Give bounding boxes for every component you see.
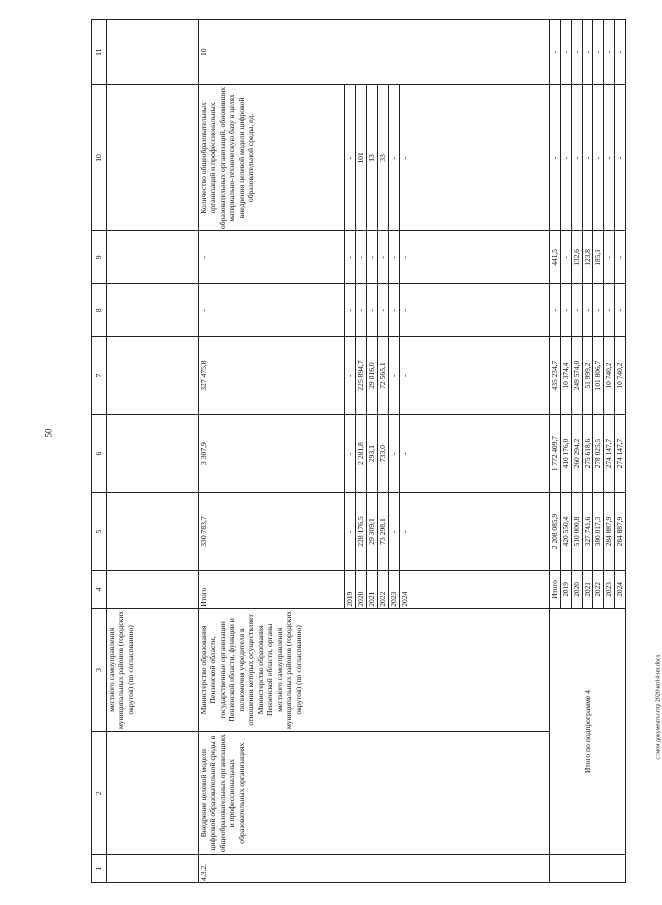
value-cell: 275 618,6 [582,415,593,492]
value-cell: - [345,231,356,284]
value-cell: 123,8 [582,231,593,283]
value-cell: - [389,493,400,571]
value-cell: 228 176,5 [356,493,367,571]
col-num: 2 [92,732,107,855]
value-cell: - [345,337,356,415]
value-cell: - [614,86,625,231]
value-cell: - [592,284,603,336]
value-cell: - [400,284,550,337]
value-cell: - [614,284,625,336]
indicator-target: 10 [199,20,550,86]
year-cell: 2020 [571,571,582,608]
indicator-cell: - [345,85,356,231]
value-cell: 2 208 085,9 [550,513,559,550]
value-cell: 185,1 [592,231,603,283]
value-cell: - [614,231,625,283]
value-cell: - [592,86,603,231]
value-cell: - [389,231,400,284]
col-num: 3 [92,608,107,731]
year-cell: Итого [199,571,345,609]
value-cell: - [367,284,378,337]
value-cell: - [400,415,550,493]
value-cell: - [592,20,603,85]
value-cell: - [550,156,559,160]
value-cell: - [550,308,559,312]
col-num: 8 [92,284,107,337]
year-cell: 2019 [345,571,356,609]
value-cell: 10 740,2 [614,337,625,414]
value-cell: - [560,284,571,336]
year-cell: 2020 [356,571,367,609]
year-cell: 2021 [367,571,378,609]
col-num: 1 [92,855,107,883]
col-num: 7 [92,337,107,415]
value-cell: - [582,20,593,85]
value-cell: - [603,20,614,85]
year-cell: 2019 [560,571,571,608]
value-cell: - [345,415,356,493]
value-cell: 330 783,7 [199,493,345,571]
value-cell: 2 281,8 [356,415,367,493]
value-cell: 327 741,6 [582,493,593,570]
value-cell: - [550,51,559,54]
value-cell: 278 025,5 [592,415,603,492]
budget-table [91,19,626,883]
year-cell: 2023 [389,571,400,609]
value-cell: - [389,415,400,493]
footer-file-path: c:\мои документы\гпр 2020\ип14-ип.docx [655,654,662,760]
year-cell: 2024 [400,571,550,609]
value-cell: 73 298,1 [378,493,389,571]
year-cell: 2023 [603,571,614,608]
value-cell: 249 574,0 [571,337,582,414]
value-cell: - [356,284,367,337]
indicator-cell: 101 [356,85,367,231]
item-responsible: Министерство образования Пензенской области, государственные организации Пензенской области, функции и полномочия учредителя в отношении которых осуществляет Министерство образования Пензенской области, органы местного самоуправления муниципальных районов (городских округов) (по согласованию) [199,608,550,731]
value-cell: 274 147,7 [603,415,614,492]
value-cell: - [560,86,571,231]
year-cell: 2022 [378,571,389,609]
column-number-row [92,20,107,883]
col-num: 4 [92,571,107,609]
value-cell: - [560,20,571,85]
value-cell: 284 887,9 [603,493,614,570]
value-cell: - [389,337,400,415]
continuation-row [107,20,199,883]
value-cell: 10 374,4 [560,337,571,414]
value-cell: - [400,493,550,571]
value-cell: 380 017,3 [592,493,603,570]
value-cell: - [367,231,378,284]
value-cell: 284 887,9 [614,493,625,570]
value-cell: 29 016,0 [367,337,378,415]
value-cell: - [378,231,389,284]
page-number: 50 [43,428,54,438]
value-cell: 72 565,1 [378,337,389,415]
value-cell: - [571,20,582,85]
value-cell: 29 309,1 [367,493,378,571]
value-cell: - [571,86,582,231]
value-cell: 51 999,2 [582,337,593,414]
value-cell: - [345,493,356,571]
col-num: 5 [92,493,107,571]
value-cell: - [560,231,571,283]
subtotal-label: Итого по подпрограмме 4 [550,608,626,855]
subprogram-total-row [550,20,626,883]
value-cell: 225 894,7 [356,337,367,415]
budget-table-rotated [91,19,625,883]
continued-responsible: местного самоуправления муниципальных районов (городских округов) (по согласованию) [107,608,199,731]
value-cell: - [582,86,593,231]
value-cell: - [603,231,614,283]
value-cell: - [400,231,550,284]
value-cell: 10 740,2 [603,337,614,414]
item-name: Внедрение целевой модели цифровой образовательной среды в общеобразовательных организациях и профессиональных образовательных организациях [199,732,550,855]
col-num: 11 [92,20,107,86]
value-cell: 293,1 [367,415,378,493]
col-num: 6 [92,415,107,493]
value-cell: 274 147,7 [614,415,625,492]
value-cell: - [356,231,367,284]
value-cell: 435 234,7 [550,360,559,391]
value-cell: - [378,284,389,337]
value-cell: - [389,284,400,337]
value-cell: - [603,284,614,336]
value-cell: - [571,284,582,336]
indicator-cell: - [400,85,550,231]
year-cell: 2022 [592,571,603,608]
year-cell: Итого [550,580,559,599]
value-cell: 510 000,8 [571,493,582,570]
col-num: 9 [92,231,107,284]
indicator-cell: Количество общеобразовательных организаций и профессиональных образовательных организаций, обновивших материально-техническую базу в целях внедрения целевой модели цифровой образовательной среды, ед. [199,85,345,231]
value-cell: - [199,231,345,284]
indicator-cell: - [389,85,400,231]
indicator-cell: 13 [367,85,378,231]
value-cell: 3 307,9 [199,415,345,493]
value-cell: 101 806,7 [592,337,603,414]
value-cell: - [603,86,614,231]
indicator-cell: 33 [378,85,389,231]
value-cell: 1 772 409,7 [550,436,559,472]
item-code: 4.3.2. [199,855,550,883]
item-row-total [199,20,345,883]
value-cell: - [199,284,345,337]
value-cell: - [582,284,593,336]
value-cell: 420 550,4 [560,493,571,570]
year-cell: 2024 [614,571,625,608]
value-cell: 132,6 [571,231,582,283]
value-cell: 260 294,2 [571,415,582,492]
year-cell: 2021 [582,571,593,608]
value-cell: 410 176,0 [560,415,571,492]
value-cell: - [614,20,625,85]
value-cell: - [400,337,550,415]
col-num: 10 [92,85,107,231]
value-cell: 327 475,8 [199,337,345,415]
value-cell: 733,0 [378,415,389,493]
value-cell: - [345,284,356,337]
value-cell: 441,5 [550,249,559,266]
